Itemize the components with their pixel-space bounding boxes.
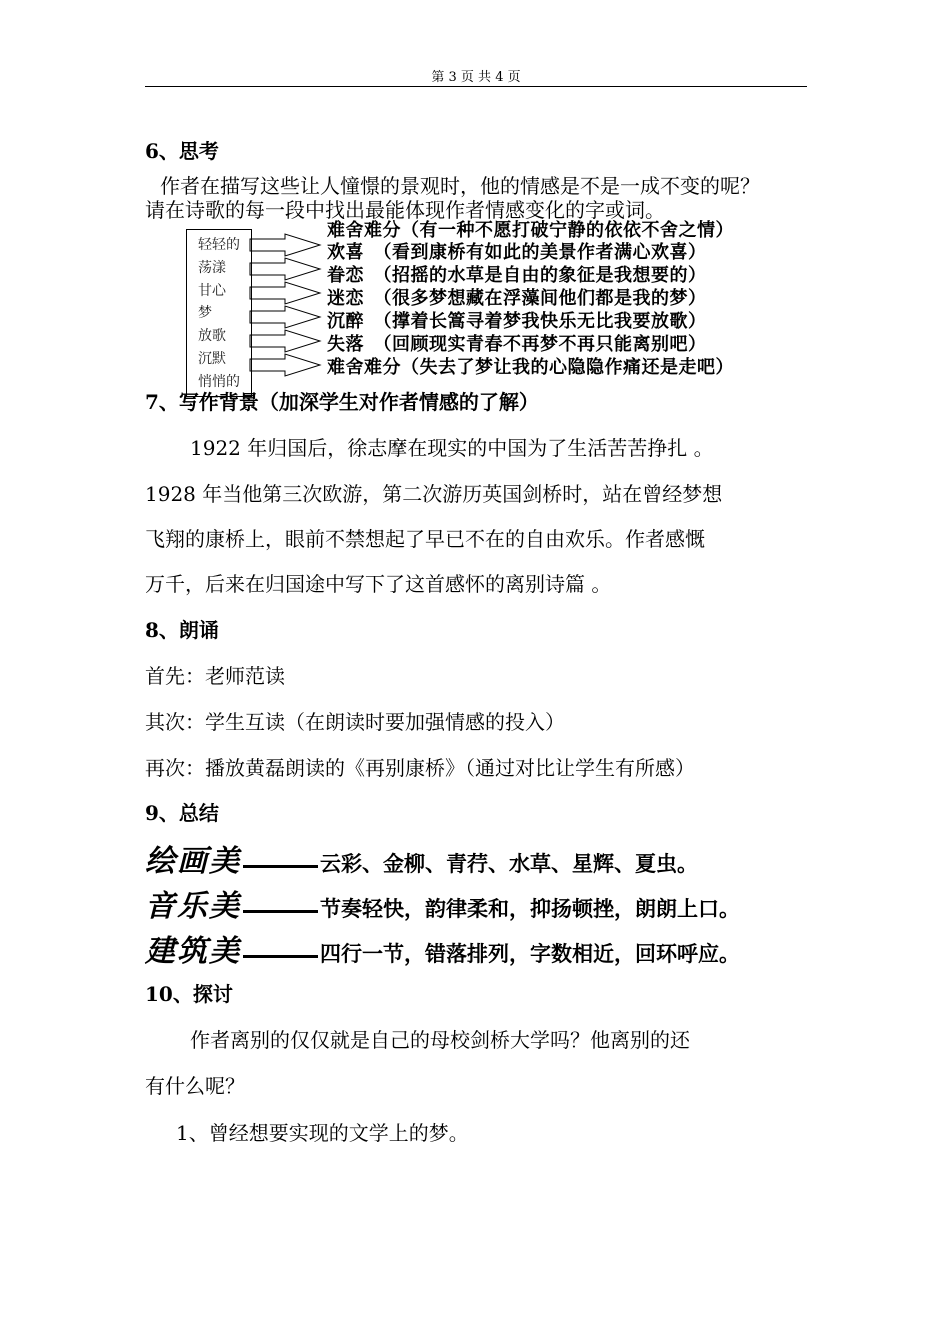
emotion-line-2: 欢喜 （看到康桥有如此的美景作者满心欢喜） <box>327 242 707 263</box>
section-10-line-1: 作者离别的仅仅就是自己的母校剑桥大学吗？他离别的还 <box>190 1028 690 1052</box>
summary-value-architecture: 四行一节，错落排列，字数相近，回环呼应。 <box>320 941 740 966</box>
summary-dash <box>243 910 318 913</box>
summary-key-architecture: 建筑美 <box>145 934 241 969</box>
arrow-1 <box>250 234 320 256</box>
section-7-line-4: 万千，后来在归国途中写下了这首感怀的离别诗篇 。 <box>145 572 612 596</box>
summary-row-painting <box>145 836 698 880</box>
section-8-heading: 8、朗诵 <box>145 618 219 642</box>
arrow-5 <box>250 330 320 352</box>
emotion-line-5: 沉醉 （撑着长篙寻着梦我快乐无比我要放歌） <box>327 311 707 332</box>
section-7-line-3: 飞翔的康桥上，眼前不禁想起了早已不在的自由欢乐。作者感慨 <box>145 527 705 551</box>
summary-row-music <box>145 881 740 925</box>
summary-row-architecture <box>145 926 740 970</box>
summary-key-painting: 绘画美 <box>145 844 241 879</box>
section-8-line-3: 再次：播放黄磊朗读的《再别康桥》（通过对比让学生有所感） <box>145 756 695 780</box>
arrow-3 <box>250 282 320 304</box>
summary-value-music: 节奏轻快，韵律柔和，抑扬顿挫，朗朗上口。 <box>320 896 740 921</box>
keyword-6: 沉默 <box>198 351 226 367</box>
section-7-heading: 7、写作背景（加深学生对作者情感的了解） <box>145 390 539 414</box>
header-rule <box>145 86 807 87</box>
section-10-item-1: 1、曾经想要实现的文学上的梦。 <box>176 1121 469 1145</box>
summary-key-music: 音乐美 <box>145 889 241 924</box>
arrow-connectors <box>240 225 330 385</box>
emotion-line-3: 眷恋 （招摇的水草是自由的象征是我想要的） <box>327 265 707 286</box>
keyword-3: 甘心 <box>198 283 226 299</box>
section-9-heading: 9、总结 <box>145 801 219 825</box>
section-7-line-2: 1928 年当他第三次欧游，第二次游历英国剑桥时，站在曾经梦想 <box>145 482 723 506</box>
arrow-6 <box>250 354 320 376</box>
arrow-2 <box>250 258 320 280</box>
section-10-line-2: 有什么呢？ <box>145 1074 245 1098</box>
emotion-line-1: 难舍难分（有一种不愿打破宁静的依依不舍之情） <box>327 220 734 241</box>
page-header: 第 3 页 共 4 页 <box>431 70 521 85</box>
emotion-line-4: 迷恋 （很多梦想藏在浮藻间他们都是我的梦） <box>327 288 707 309</box>
emotion-line-6: 失落 （回顾现实青春不再梦不再只能离别吧） <box>327 334 707 355</box>
section-8-line-1: 首先：老师范读 <box>145 664 285 688</box>
emotion-line-7: 难舍难分（失去了梦让我的心隐隐作痛还是走吧） <box>327 357 734 378</box>
keyword-1: 轻轻的 <box>198 237 240 253</box>
keyword-7: 悄悄的 <box>198 374 240 390</box>
section-6-para-line-2: 请在诗歌的每一段中找出最能体现作者情感变化的字或词。 <box>145 198 665 222</box>
section-6-para-line-1: 作者在描写这些让人憧憬的景观时，他的情感是不是一成不变的呢？ <box>160 174 760 198</box>
keyword-2: 荡漾 <box>198 260 226 276</box>
section-6-heading: 6、思考 <box>145 139 219 163</box>
summary-dash <box>243 865 318 868</box>
section-7-line-1: 1922 年归国后，徐志摩在现实的中国为了生活苦苦挣扎 。 <box>190 436 714 460</box>
section-10-heading: 10、探讨 <box>145 982 233 1006</box>
summary-dash <box>243 955 318 958</box>
keyword-5: 放歌 <box>198 328 226 344</box>
arrow-4 <box>250 306 320 328</box>
summary-value-painting: 云彩、金柳、青荇、水草、星辉、夏虫。 <box>320 851 698 876</box>
keyword-4: 梦 <box>198 305 212 321</box>
section-8-line-2: 其次：学生互读（在朗读时要加强情感的投入） <box>145 710 565 734</box>
